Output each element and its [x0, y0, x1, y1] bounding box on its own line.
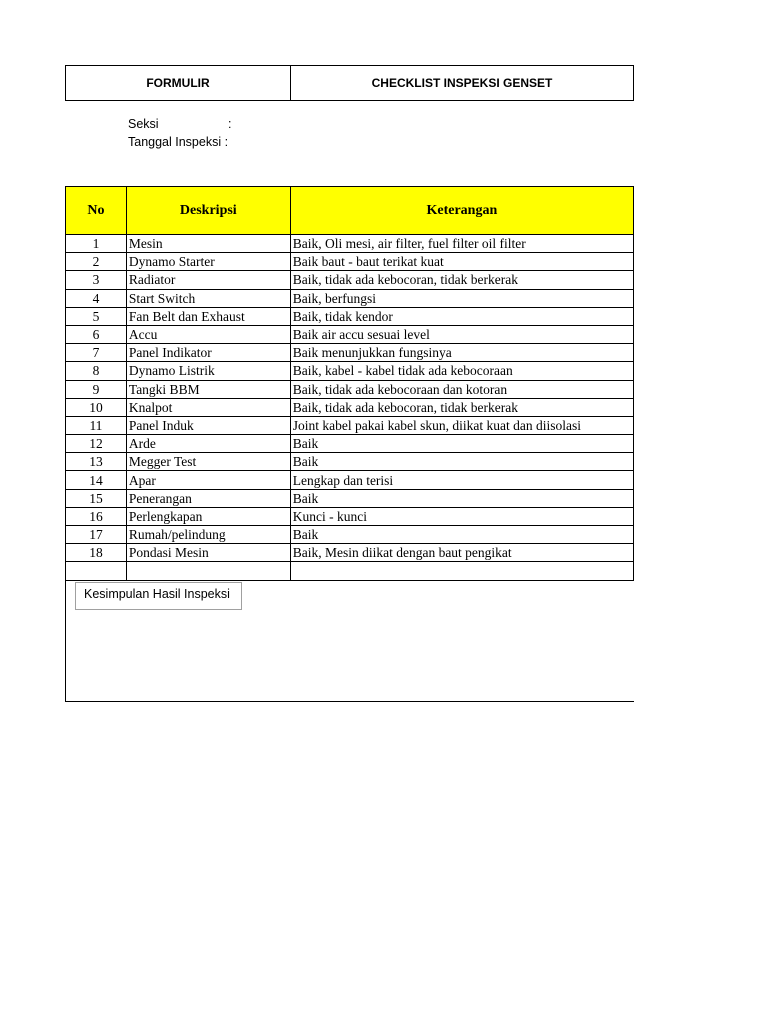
row-keterangan: Baik, tidak ada kebocoraan dan kotoran	[290, 380, 633, 398]
row-no: 5	[66, 307, 127, 325]
date-line	[128, 135, 228, 149]
row-no: 14	[66, 471, 127, 489]
row-deskripsi: Tangki BBM	[126, 380, 290, 398]
table-row	[66, 544, 634, 562]
row-deskripsi: Dynamo Starter	[126, 253, 290, 271]
section-line	[128, 117, 232, 131]
row-no: 12	[66, 435, 127, 453]
row-deskripsi: Panel Indikator	[126, 344, 290, 362]
table-row	[66, 416, 634, 434]
inspection-table	[65, 186, 634, 581]
row-keterangan: Baik baut - baut terikat kuat	[290, 253, 633, 271]
row-deskripsi: Start Switch	[126, 289, 290, 307]
row-keterangan: Baik, tidak ada kebocoran, tidak berkerak	[290, 271, 633, 289]
row-deskripsi: Arde	[126, 435, 290, 453]
table-row	[66, 435, 634, 453]
section-label: Seksi	[128, 117, 159, 131]
row-keterangan	[290, 562, 633, 580]
row-deskripsi: Apar	[126, 471, 290, 489]
form-title: CHECKLIST INSPEKSI GENSET	[371, 76, 553, 90]
row-keterangan: Baik menunjukkan fungsinya	[290, 344, 633, 362]
row-deskripsi: Megger Test	[126, 453, 290, 471]
summary-box	[65, 580, 634, 702]
row-keterangan: Baik	[290, 489, 633, 507]
row-no: 6	[66, 325, 127, 343]
row-deskripsi: Pondasi Mesin	[126, 544, 290, 562]
table-row	[66, 344, 634, 362]
row-keterangan: Kunci - kunci	[290, 507, 633, 525]
row-deskripsi: Rumah/pelindung	[126, 526, 290, 544]
row-no: 10	[66, 398, 127, 416]
row-keterangan: Baik, kabel - kabel tidak ada kebocoraan	[290, 362, 633, 380]
row-keterangan: Lengkap dan terisi	[290, 471, 633, 489]
row-no: 3	[66, 271, 127, 289]
row-deskripsi: Perlengkapan	[126, 507, 290, 525]
row-deskripsi: Accu	[126, 325, 290, 343]
row-deskripsi: Penerangan	[126, 489, 290, 507]
row-deskripsi: Knalpot	[126, 398, 290, 416]
table-row	[66, 526, 634, 544]
row-keterangan: Joint kabel pakai kabel skun, diikat kuat dan diisolasi	[290, 416, 633, 434]
table-row	[66, 325, 634, 343]
table-row	[66, 507, 634, 525]
table-row	[66, 235, 634, 253]
section-colon: :	[228, 117, 232, 131]
column-header-deskripsi: Deskripsi	[126, 187, 290, 235]
date-label: Tanggal Inspeksi :	[128, 135, 229, 149]
row-no: 15	[66, 489, 127, 507]
row-deskripsi: Dynamo Listrik	[126, 362, 290, 380]
column-header-keterangan: Keterangan	[290, 187, 633, 235]
row-no: 4	[66, 289, 127, 307]
row-no: 7	[66, 344, 127, 362]
form-header	[65, 65, 634, 101]
table-row	[66, 471, 634, 489]
row-deskripsi: Panel Induk	[126, 416, 290, 434]
row-deskripsi: Mesin	[126, 235, 290, 253]
row-no: 11	[66, 416, 127, 434]
table-row	[66, 489, 634, 507]
table-row	[66, 562, 634, 580]
row-keterangan: Baik, tidak kendor	[290, 307, 633, 325]
column-header-no: No	[66, 187, 127, 235]
row-no	[66, 562, 127, 580]
row-no: 16	[66, 507, 127, 525]
table-row	[66, 362, 634, 380]
row-no: 8	[66, 362, 127, 380]
table-row	[66, 271, 634, 289]
table-row	[66, 289, 634, 307]
table-row	[66, 253, 634, 271]
row-deskripsi: Fan Belt dan Exhaust	[126, 307, 290, 325]
row-deskripsi: Radiator	[126, 271, 290, 289]
table-header-row	[66, 187, 634, 235]
table-row	[66, 307, 634, 325]
row-no: 18	[66, 544, 127, 562]
row-keterangan: Baik	[290, 526, 633, 544]
table-row	[66, 398, 634, 416]
row-keterangan: Baik, berfungsi	[290, 289, 633, 307]
row-no: 13	[66, 453, 127, 471]
row-keterangan: Baik	[290, 453, 633, 471]
row-keterangan: Baik	[290, 435, 633, 453]
row-no: 9	[66, 380, 127, 398]
row-no: 2	[66, 253, 127, 271]
row-keterangan: Baik, tidak ada kebocoran, tidak berkerak	[290, 398, 633, 416]
row-deskripsi	[126, 562, 290, 580]
table-row	[66, 453, 634, 471]
summary-label: Kesimpulan Hasil Inspeksi	[75, 582, 242, 610]
table-row	[66, 380, 634, 398]
row-keterangan: Baik, Mesin diikat dengan baut pengikat	[290, 544, 633, 562]
row-no: 1	[66, 235, 127, 253]
row-keterangan: Baik, Oli mesi, air filter, fuel filter oil filter	[290, 235, 633, 253]
form-label: FORMULIR	[66, 66, 291, 100]
row-keterangan: Baik air accu sesuai level	[290, 325, 633, 343]
row-no: 17	[66, 526, 127, 544]
